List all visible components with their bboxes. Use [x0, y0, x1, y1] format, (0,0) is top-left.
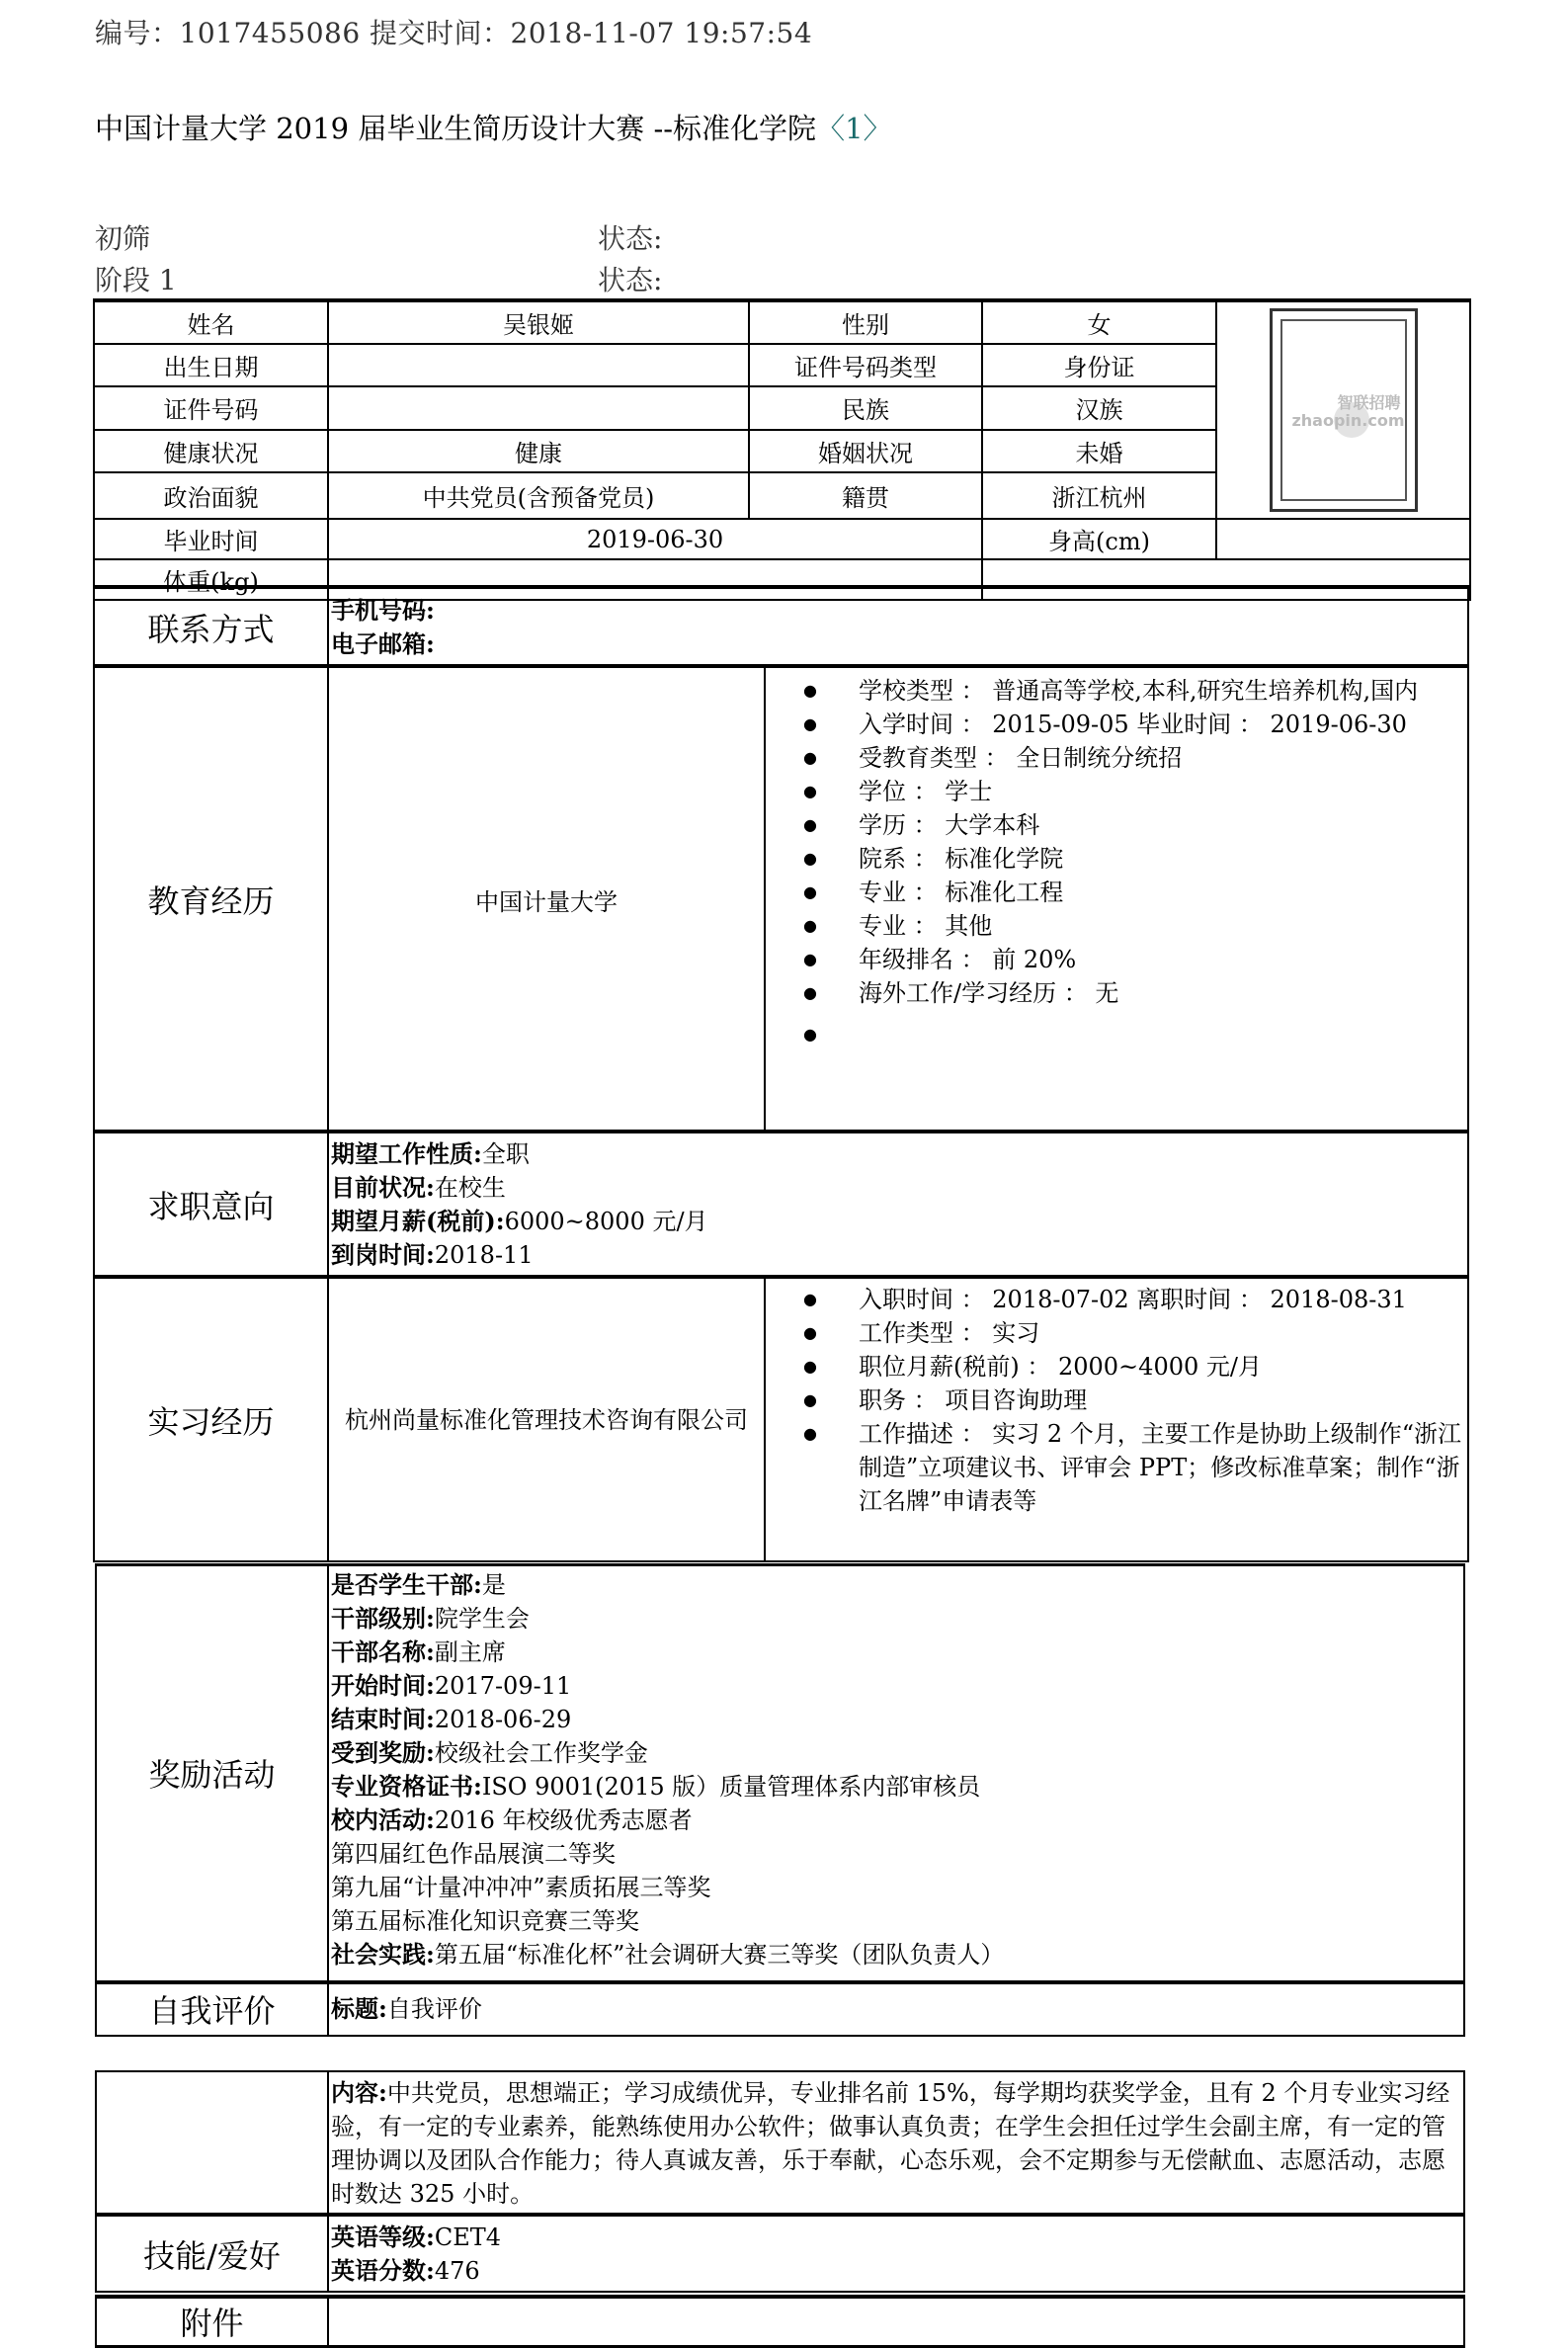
ethnicity-value: 汉族 [982, 386, 1216, 430]
id-no-label: 证件号码 [94, 386, 328, 430]
ethnicity-label: 民族 [749, 386, 982, 430]
contact-details [328, 587, 1468, 666]
education-table [93, 664, 1469, 1133]
award-row: 结束时间:2018-06-29 [331, 1705, 572, 1733]
photo-watermark: 智联招聘 zhaopin.com [1282, 394, 1415, 430]
stage-1-status: 状态: [598, 264, 663, 296]
education-section-label: 教育经历 [94, 666, 328, 1132]
awards-table [95, 1563, 1465, 2037]
skills-details [328, 2215, 1464, 2292]
education-item: ● 专业 ： 标准化工程 [859, 876, 1463, 909]
education-item: ● 入学时间 ： 2015-09-05 毕业时间 ： 2019-06-30 [859, 708, 1463, 741]
education-details [765, 666, 1468, 1132]
self-eval-content: 内容:中共党员，思想端正；学习成绩优异，专业排名前 15%，每学期均获奖学金，且有 2 个月专业实习经验，有一定的专业素养，能熟练使用办公软件；做事认真负责；在学生会担任过学生会副主席，有一定的管理协调以及团队合作能力；待人真诚友善，乐于奉献，心态乐观，会不定期参与无偿献血、志愿活动，志愿时数达 325 小时。 [328, 2071, 1464, 2215]
email-label: 电子邮箱: [331, 629, 435, 658]
self-eval-content-table [95, 2070, 1465, 2293]
photo-cell [1216, 300, 1470, 519]
contact-section-label: 联系方式 [94, 587, 328, 666]
intent-row: 期望工作性质:全职 [331, 1139, 530, 1168]
internship-item: ● 入职时间 ： 2018-07-02 离职时间 ： 2018-08-31 [859, 1283, 1463, 1316]
title-text: 中国计量大学 2019 届毕业生简历设计大赛 --标准化学院 [95, 112, 817, 145]
intent-row: 到岗时间:2018-11 [331, 1240, 534, 1269]
awards-section-label: 奖励活动 [96, 1565, 328, 1982]
photo-placeholder [1270, 308, 1418, 512]
stage-initial-status: 状态: [598, 222, 663, 255]
gender-label: 性别 [749, 300, 982, 344]
internship-company: 杭州尚量标准化管理技术咨询有限公司 [328, 1277, 765, 1561]
internship-item: ● 职位月薪(税前) ： 2000~4000 元/月 [859, 1350, 1463, 1384]
stage-1: 阶段 1 [95, 264, 177, 296]
height-label: 身高(cm) [982, 519, 1216, 559]
contact-table [93, 585, 1469, 667]
award-row: 校内活动:2016 年校级优秀志愿者 [331, 1805, 693, 1834]
marital-label: 婚姻状况 [749, 430, 982, 473]
education-item: ● 院系 ： 标准化学院 [859, 842, 1463, 876]
page-number: 〈1〉 [816, 112, 892, 145]
education-item: ● 学历 ： 大学本科 [859, 808, 1463, 842]
page-title [95, 107, 892, 147]
attachment-table [95, 2295, 1465, 2348]
education-item: ● 学校类型 ： 普通高等学校,本科,研究生培养机构,国内 [859, 674, 1463, 708]
award-row: 专业资格证书:ISO 9001(2015 版）质量管理体系内部审核员 [331, 1772, 981, 1801]
education-item: ● 受教育类型 ： 全日制统分统招 [859, 741, 1463, 775]
award-row: 开始时间:2017-09-11 [331, 1671, 572, 1700]
education-list [770, 674, 1463, 1051]
self-eval-blank-cell [96, 2071, 328, 2215]
internship-item: ● 职务 ： 项目咨询助理 [859, 1384, 1463, 1417]
phone-label: 手机号码: [331, 595, 435, 625]
intent-details [328, 1132, 1468, 1277]
birth-value [328, 344, 749, 387]
political-value: 中共党员(含预备党员) [328, 472, 749, 519]
self-eval-section-label: 自我评价 [96, 1982, 328, 2036]
award-row: 第九届“计量冲冲冲”素质拓展三等奖 [331, 1874, 711, 1901]
internship-list [770, 1283, 1463, 1518]
skills-section-label: 技能/爱好 [96, 2215, 328, 2292]
skill-row: 英语分数:476 [331, 2255, 480, 2285]
intent-section-label: 求职意向 [94, 1132, 328, 1277]
skill-row: 英语等级:CET4 [331, 2222, 502, 2251]
attachment-value [328, 2297, 1464, 2346]
id-no-value [328, 386, 749, 430]
gender-value: 女 [982, 300, 1216, 344]
internship-item: ● 工作描述 ： 实习 2 个月，主要工作是协助上级制作“浙江制造”立项建议书、评审会 PPT；修改标准草案；制作“浙江名牌”申请表等 [859, 1417, 1463, 1518]
internship-details [765, 1277, 1468, 1561]
award-row: 干部级别:院学生会 [331, 1604, 530, 1633]
award-row: 是否学生干部:是 [331, 1570, 506, 1599]
weight-label: 体重(kg) [94, 559, 328, 600]
internship-table [93, 1275, 1469, 1562]
political-label: 政治面貌 [94, 472, 328, 519]
education-item [859, 1018, 1463, 1051]
grad-label: 毕业时间 [94, 519, 328, 559]
education-item: ● 年级排名 ： 前 20% [859, 943, 1463, 976]
education-school: 中国计量大学 [328, 666, 765, 1132]
internship-section-label: 实习经历 [94, 1277, 328, 1561]
award-row: 干部名称:副主席 [331, 1637, 506, 1666]
award-row: 受到奖励:校级社会工作奖学金 [331, 1738, 648, 1767]
id-type-value: 身份证 [982, 344, 1216, 387]
id-type-label: 证件号码类型 [749, 344, 982, 387]
health-label: 健康状况 [94, 430, 328, 473]
marital-value: 未婚 [982, 430, 1216, 473]
submission-meta: 编号：1017455086 提交时间：2018-11-07 19:57:54 [95, 17, 813, 49]
intent-row: 目前状况:在校生 [331, 1173, 506, 1202]
internship-item: ● 工作类型 ： 实习 [859, 1316, 1463, 1350]
grad-value: 2019-06-30 [328, 519, 982, 559]
native-label: 籍贯 [749, 472, 982, 519]
name-label: 姓名 [94, 300, 328, 344]
name-value: 吴银姬 [328, 300, 749, 344]
intent-row: 期望月薪(税前):6000~8000 元/月 [331, 1207, 708, 1235]
education-item: ● 专业 ： 其他 [859, 909, 1463, 943]
award-row: 第四届红色作品展演二等奖 [331, 1840, 616, 1868]
attachment-section-label: 附件 [96, 2297, 328, 2346]
award-row: 社会实践:第五届“标准化杯”社会调研大赛三等奖（团队负责人） [331, 1940, 1005, 1969]
personal-info-table [93, 298, 1471, 601]
health-value: 健康 [328, 430, 749, 473]
birth-label: 出生日期 [94, 344, 328, 387]
height-value [1216, 519, 1470, 559]
award-row: 第五届标准化知识竞赛三等奖 [331, 1907, 639, 1935]
native-value: 浙江杭州 [982, 472, 1216, 519]
stage-initial: 初筛 [95, 222, 151, 255]
education-item: ● 学位 ： 学士 [859, 775, 1463, 808]
intent-table [93, 1130, 1469, 1278]
self-eval-title: 标题:自我评价 [328, 1982, 1464, 2036]
education-item: ● 海外工作/学习经历 ： 无 [859, 976, 1463, 1010]
awards-details [328, 1565, 1464, 1982]
